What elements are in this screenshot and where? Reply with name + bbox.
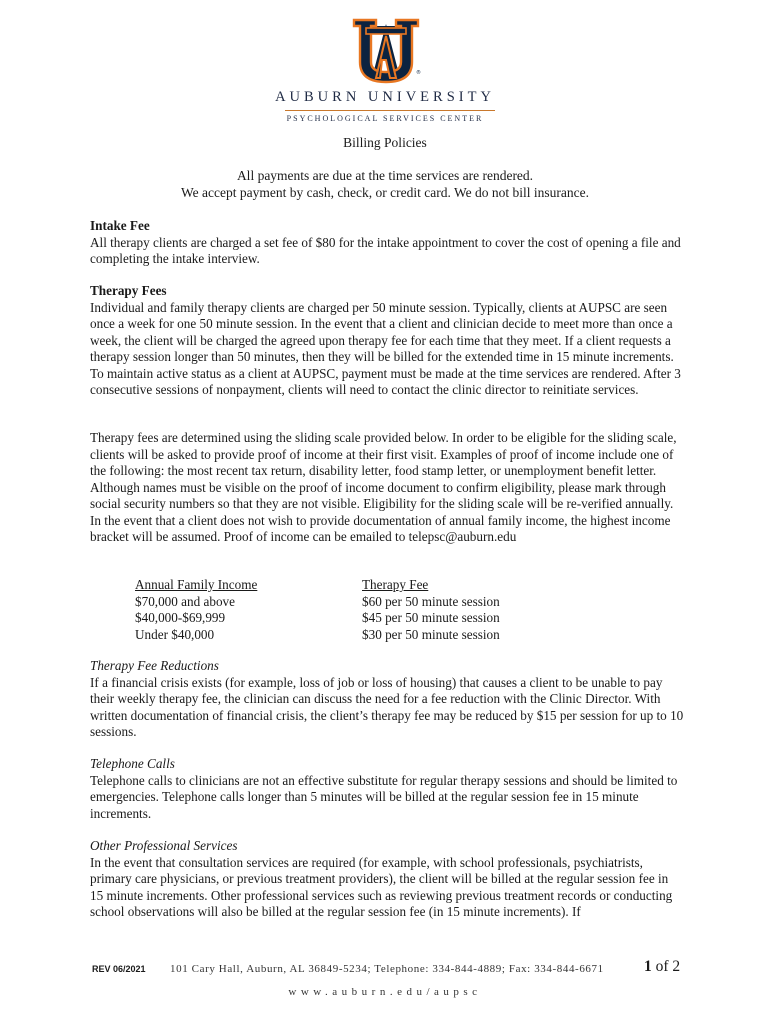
income-cell: $70,000 and above xyxy=(135,593,235,609)
fee-cell: $30 per 50 minute session xyxy=(362,626,500,642)
fee-column-header: Therapy Fee xyxy=(362,577,429,592)
fee-cell: $60 per 50 minute session xyxy=(362,593,500,609)
svg-text:®: ® xyxy=(416,70,421,76)
auburn-au-logo-icon xyxy=(346,12,426,84)
telephone-text: Telephone calls to clinicians are not an effective substitute for regular therapy sessions and should be limited to emergencies. Telephone calls longer than 5 minutes will be billed at the regular session fee in 15 minute increments. xyxy=(90,772,678,821)
fee-reductions-heading: Therapy Fee Reductions xyxy=(90,658,219,673)
revision-label: REV 06/2021 xyxy=(92,964,146,974)
telephone-section xyxy=(90,756,684,822)
income-column xyxy=(135,577,355,643)
intro-line-1: All payments are due at the time services are rendered. xyxy=(236,168,534,183)
center-name: PSYCHOLOGICAL SERVICES CENTER xyxy=(286,114,484,123)
therapy-fees-section xyxy=(90,283,684,399)
page-title: Billing Policies xyxy=(343,135,427,150)
fee-cell: $45 per 50 minute session xyxy=(362,610,500,625)
intake-text: All therapy clients are charged a set fee of $80 for the intake appointment to cover the cost of opening a file and completing the intake interview. xyxy=(90,234,681,266)
page-number: 1 xyxy=(644,958,652,975)
page-total: of 2 xyxy=(655,958,681,975)
fee-reductions-text: If a financial crisis exists (for example, loss of job or loss of housing) that causes a client to be unable to pay their weekly therapy fee, the clinician can discuss the need for a fee reduction with the Clinic Director. With written documentation of financial crisis, the client’s therapy fee may be reduced by $15 per session for up to 10 sessions. xyxy=(90,674,684,739)
therapy-fees-paragraph-1: Individual and family therapy clients are charged per 50 minute session. Typically, clients at AUPSC are seen once a week for one 50 minute session. In the event that a client and clinician decide to meet more than once a week, the client will be charged the agreed upon therapy fee for each time that they meet. If a client requests a therapy session longer than 50 minutes, then they will be billed for the extended time in 15 minute increments. To maintain active status as a client at AUPSC, payment must be made at the time services are rendered. After 3 consecutive sessions of nonpayment, clients will need to contact the clinic director to reinitiate services. xyxy=(90,299,681,397)
therapy-fees-heading: Therapy Fees xyxy=(90,283,167,298)
page-indicator xyxy=(644,958,680,976)
income-cell: Under $40,000 xyxy=(135,626,215,642)
other-services-section xyxy=(90,838,684,921)
university-name: AUBURN UNIVERSITY xyxy=(275,89,495,105)
therapy-fees-paragraph-2: Therapy fees are determined using the sliding scale provided below. In order to be eligible for the sliding scale, clients will be asked to provide proof of income at their first visit. Examples of proof of income include one of the following: the most recent tax return, disability letter, food stamp letter, or unemployment benefit letter. Although names must be visible on the proof of income document to confirm eligibility, please mark through social security numbers so that they are not visible. Eligibility for the sliding scale will be re-verified annually. In the event that a client does not wish to provide documentation of annual family income, the highest income bracket will be assumed. Proof of income can be emailed to telepsc@auburn.edu xyxy=(90,430,677,544)
therapy-fees-paragraph-2-block xyxy=(90,430,684,546)
fee-column xyxy=(362,577,562,643)
header-divider xyxy=(285,110,495,111)
income-column-header: Annual Family Income xyxy=(135,577,258,592)
other-services-text: In the event that consultation services are required (for example, with school professionals, psychiatrists, primary care physicians, or previous treatment providers), the client will be billed at the regular session fee in 15 minute increments. Other professional services such as reviewing previous treatment records or conducting school observations will also be billed at the regular session fee (in 15 minute increments). If xyxy=(90,854,673,919)
intake-heading: Intake Fee xyxy=(90,218,150,233)
intake-section xyxy=(90,218,684,268)
other-services-heading: Other Professional Services xyxy=(90,838,238,853)
intro-line-2: We accept payment by cash, check, or credit card. We do not bill insurance. xyxy=(180,185,590,200)
footer-url: www.auburn.edu/aupsc xyxy=(288,986,482,998)
telephone-heading: Telephone Calls xyxy=(90,756,175,771)
fee-reductions-section xyxy=(90,658,684,741)
footer-address: 101 Cary Hall, Auburn, AL 36849-5234; Telephone: 334-844-4889; Fax: 334-844-6671 xyxy=(170,963,604,975)
income-cell: $40,000-$69,999 xyxy=(135,610,226,625)
